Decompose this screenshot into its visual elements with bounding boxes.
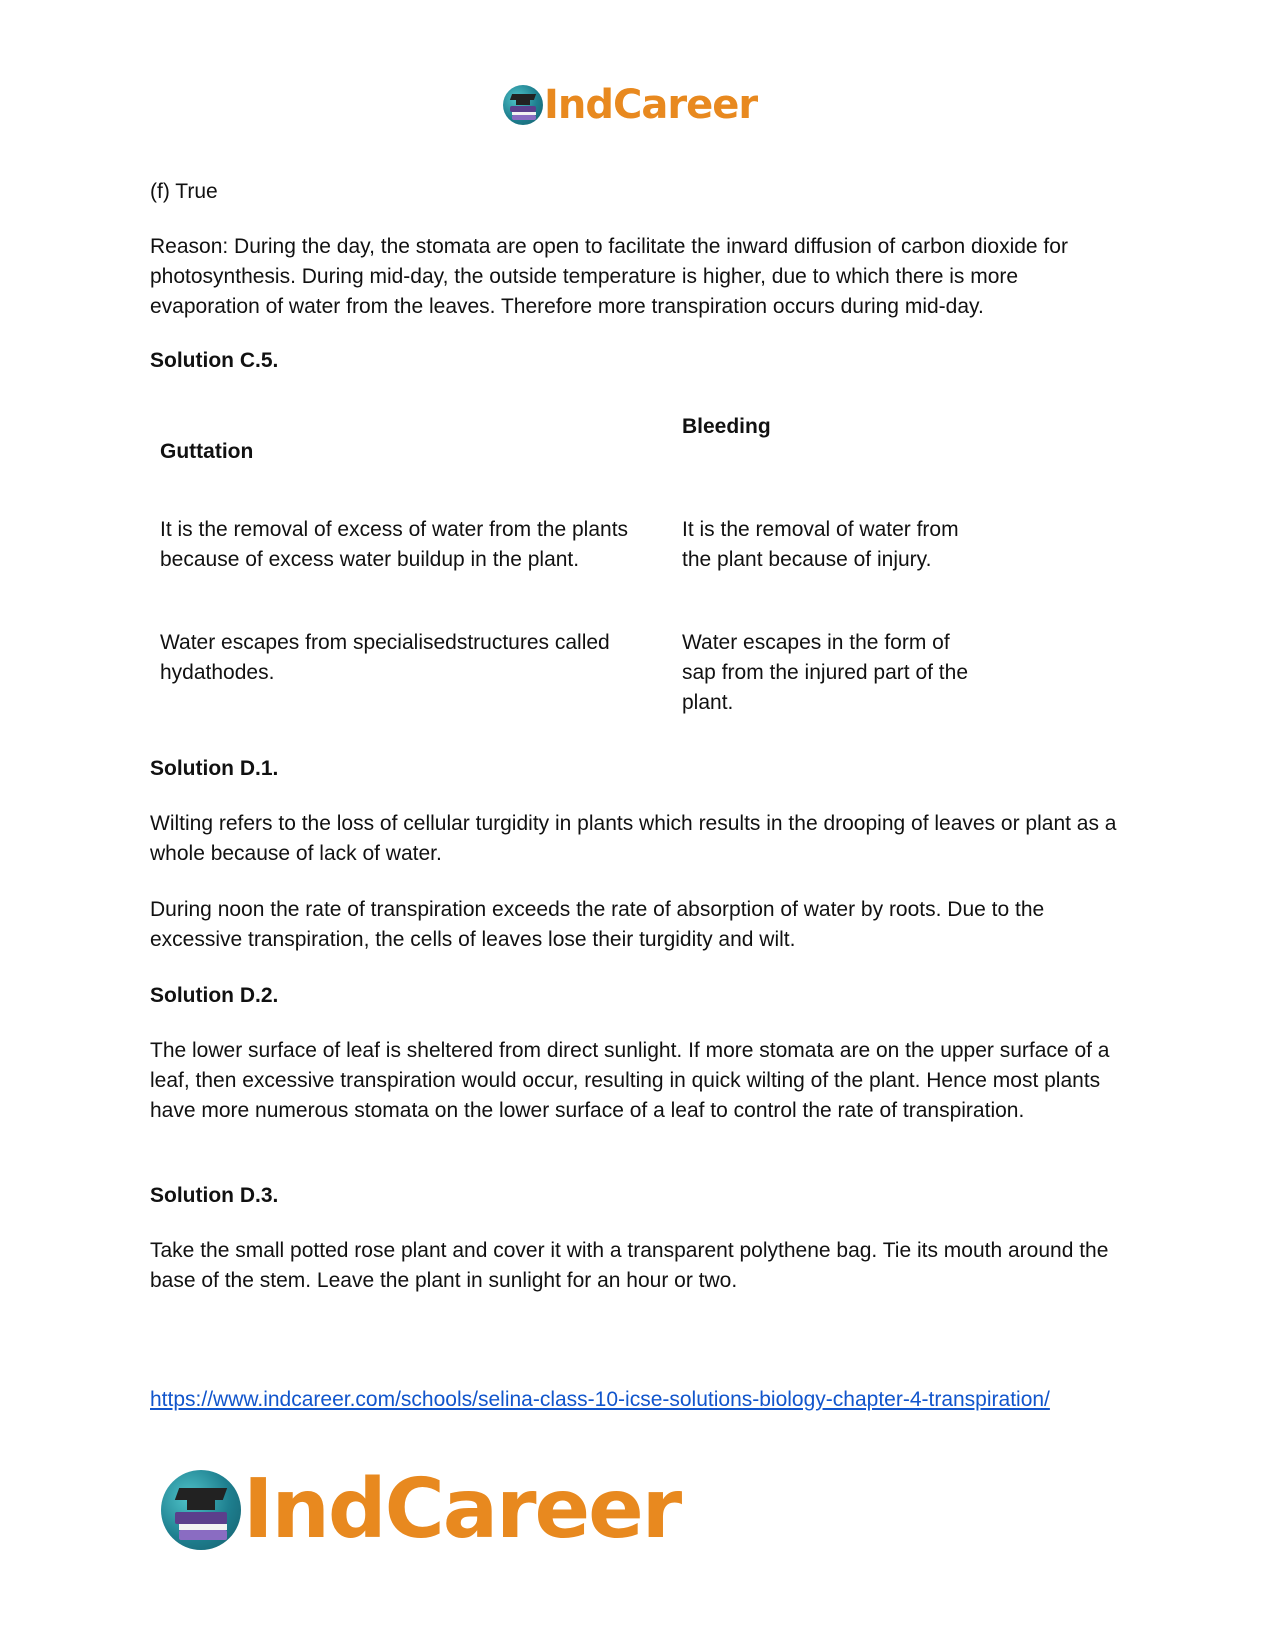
graduation-books-icon: [503, 85, 543, 125]
solution-d2-heading: Solution D.2.: [150, 984, 279, 1007]
table-cell-bleeding-row1: It is the removal of water from the plant because of injury.: [682, 518, 959, 571]
graduation-books-icon: [161, 1470, 241, 1550]
header-logo: [503, 80, 757, 130]
source-url-link[interactable]: https://www.indcareer.com/schools/selina-class-10-icse-solutions-biology-chapter-4-transpiration/: [150, 1388, 1050, 1411]
table-header-guttation: Guttation: [160, 440, 254, 463]
table-cell-guttation-row1: It is the removal of excess of water from the plants because of excess water buildup in the plant.: [160, 518, 629, 571]
solution-c5-heading: Solution C.5.: [150, 349, 279, 372]
answer-f: (f) True: [150, 180, 218, 203]
table-cell-bleeding-row2: Water escapes in the form of sap from the injured part of the plant.: [682, 631, 968, 714]
reason-f-paragraph: Reason: During the day, the stomata are open to facilitate the inward diffusion of carbon dioxide for photosynthesis. During mid-day, the outside temperature is higher, due to which there is more evaporation of water from the leaves. Therefore more transpiration occurs during mid-day.: [150, 235, 1068, 318]
d2-paragraph: The lower surface of leaf is sheltered from direct sunlight. If more stomata are on the upper surface of a leaf, then excessive transpiration would occur, resulting in quick wilting of the plant. Hence most plants have more numerous stomata on the lower surface of a leaf to control the rate of transpiration.: [150, 1039, 1110, 1122]
d3-paragraph: Take the small potted rose plant and cover it with a transparent polythene bag. Tie its mouth around the base of the stem. Leave the plant in sunlight for an hour or two.: [150, 1239, 1109, 1292]
footer-logo: [161, 1462, 681, 1557]
header-logo-text: IndCareer: [544, 82, 758, 128]
d1-paragraph-1: Wilting refers to the loss of cellular turgidity in plants which results in the drooping of leaves or plant as a whole because of lack of water.: [150, 812, 1117, 865]
table-cell-guttation-row2: Water escapes from specialisedstructures called hydathodes.: [160, 631, 610, 684]
d1-paragraph-2: During noon the rate of transpiration exceeds the rate of absorption of water by roots. Due to the excessive transpiration, the cells of leaves lose their turgidity and wilt.: [150, 898, 1045, 951]
solution-d3-heading: Solution D.3.: [150, 1184, 279, 1207]
footer-logo-text: IndCareer: [243, 1462, 681, 1557]
solution-d1-heading: Solution D.1.: [150, 757, 279, 780]
table-header-bleeding: Bleeding: [682, 415, 771, 438]
